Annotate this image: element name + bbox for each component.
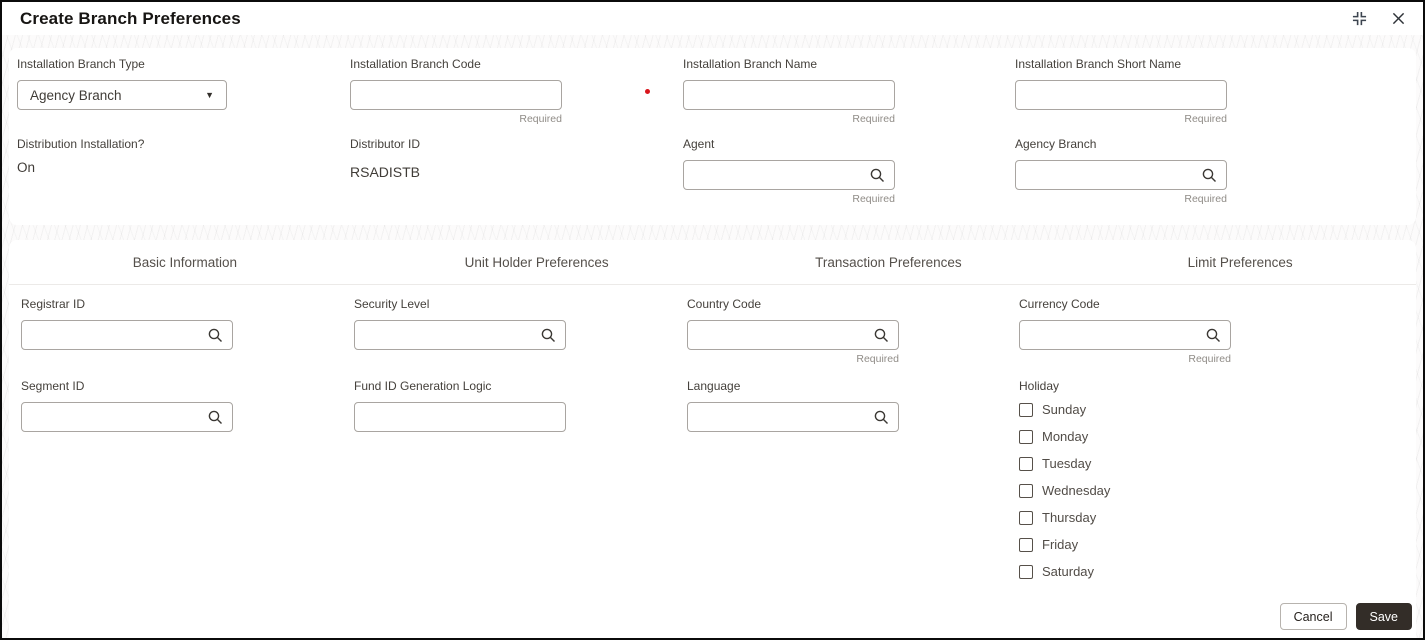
tab-limit-preferences[interactable]: Limit Preferences <box>1187 254 1293 270</box>
field-label: Distributor ID <box>350 137 421 151</box>
country-code-lookup-field <box>687 320 899 350</box>
checkbox-label: Tuesday <box>1042 456 1092 471</box>
currency-code-lookup-field <box>1019 320 1231 350</box>
field-installation-branch-name <box>683 57 1015 125</box>
search-icon[interactable] <box>873 327 890 344</box>
field-distribution-installation <box>17 137 350 205</box>
search-icon[interactable] <box>1205 327 1222 344</box>
required-hint: Required <box>1184 193 1227 205</box>
search-icon[interactable] <box>207 409 224 426</box>
field-agent <box>683 137 1015 205</box>
required-hint: Required <box>852 193 895 205</box>
agent-lookup-field <box>683 160 895 190</box>
field-country-code <box>687 297 1019 365</box>
field-registrar-id <box>21 297 354 365</box>
required-hint: Required <box>519 113 562 125</box>
field-distributor-id <box>350 137 683 205</box>
checkbox-monday[interactable] <box>1019 430 1033 444</box>
checkbox-row-monday[interactable] <box>1019 429 1416 444</box>
field-language <box>687 379 1019 591</box>
tab-basic-information[interactable]: Basic Information <box>132 254 238 270</box>
field-label: Installation Branch Name <box>683 57 818 71</box>
agency-branch-lookup-field <box>1015 160 1227 190</box>
dialog-footer <box>1280 603 1412 630</box>
checkbox-row-sunday[interactable] <box>1019 402 1416 417</box>
page-title: Create Branch Preferences <box>20 8 241 28</box>
required-hint: Required <box>1188 353 1231 365</box>
agent-input[interactable] <box>684 161 869 189</box>
checkbox-label: Friday <box>1042 537 1079 552</box>
field-label: Agent <box>683 137 715 151</box>
close-icon[interactable] <box>1390 10 1407 27</box>
basic-information-panel <box>9 285 1416 591</box>
field-security-level <box>354 297 687 365</box>
checkbox-row-wednesday[interactable] <box>1019 483 1416 498</box>
field-label: Installation Branch Type <box>17 57 145 71</box>
security-level-input[interactable] <box>355 321 540 349</box>
field-label: Installation Branch Code <box>350 57 481 71</box>
agency-branch-input[interactable] <box>1016 161 1201 189</box>
checkbox-sunday[interactable] <box>1019 403 1033 417</box>
divider-strip <box>2 35 1423 48</box>
checkbox-label: Wednesday <box>1042 483 1111 498</box>
tab-transaction-preferences[interactable]: Transaction Preferences <box>815 254 962 270</box>
field-installation-branch-code <box>350 57 683 125</box>
installation-branch-code-input[interactable] <box>350 80 562 110</box>
checkbox-label: Saturday <box>1042 564 1095 579</box>
registrar-id-input[interactable] <box>22 321 207 349</box>
segment-id-input[interactable] <box>22 403 207 431</box>
currency-code-input[interactable] <box>1020 321 1205 349</box>
installation-branch-name-input[interactable] <box>683 80 895 110</box>
field-label: Security Level <box>354 297 430 311</box>
field-label: Installation Branch Short Name <box>1015 57 1182 71</box>
checkbox-row-thursday[interactable] <box>1019 510 1416 525</box>
checkbox-label: Monday <box>1042 429 1089 444</box>
checkbox-row-friday[interactable] <box>1019 537 1416 552</box>
checkbox-tuesday[interactable] <box>1019 457 1033 471</box>
search-icon[interactable] <box>540 327 557 344</box>
checkbox-label: Sunday <box>1042 402 1087 417</box>
required-marker-dot <box>645 89 650 94</box>
field-fund-id-generation-logic <box>354 379 687 591</box>
required-hint: Required <box>1184 113 1227 125</box>
field-label: Agency Branch <box>1015 137 1097 151</box>
installation-branch-type-select[interactable] <box>17 80 227 110</box>
field-currency-code <box>1019 297 1416 365</box>
select-value: Agency Branch <box>30 87 122 103</box>
segment-id-lookup-field <box>21 402 233 432</box>
checkbox-wednesday[interactable] <box>1019 484 1033 498</box>
cancel-button[interactable]: Cancel <box>1280 603 1347 630</box>
search-icon[interactable] <box>869 167 886 184</box>
security-level-lookup-field <box>354 320 566 350</box>
field-label: Registrar ID <box>21 297 86 311</box>
tab-unit-holder-preferences[interactable]: Unit Holder Preferences <box>464 254 609 270</box>
window-controls <box>1351 10 1407 27</box>
holiday-checkbox-group <box>1019 402 1416 579</box>
search-icon[interactable] <box>207 327 224 344</box>
save-button[interactable]: Save <box>1356 603 1413 630</box>
field-label: Distribution Installation? <box>17 137 145 151</box>
checkbox-saturday[interactable] <box>1019 565 1033 579</box>
field-label: Segment ID <box>21 379 85 393</box>
installation-branch-short-name-input[interactable] <box>1015 80 1227 110</box>
tab-bar <box>9 240 1416 285</box>
field-label: Fund ID Generation Logic <box>354 379 492 393</box>
required-hint: Required <box>856 353 899 365</box>
checkbox-friday[interactable] <box>1019 538 1033 552</box>
preferences-section <box>9 240 1416 638</box>
field-label: Language <box>687 379 741 393</box>
chevron-down-icon: ▼ <box>205 90 214 100</box>
field-segment-id <box>21 379 354 591</box>
field-installation-branch-short-name <box>1015 57 1416 125</box>
divider-strip <box>2 225 1423 240</box>
language-input[interactable] <box>688 403 873 431</box>
search-icon[interactable] <box>1201 167 1218 184</box>
fund-id-generation-logic-input[interactable] <box>354 402 566 432</box>
checkbox-row-tuesday[interactable] <box>1019 456 1416 471</box>
distributor-id-value: RSADISTB <box>350 164 421 180</box>
registrar-id-lookup-field <box>21 320 233 350</box>
field-agency-branch <box>1015 137 1416 205</box>
checkbox-thursday[interactable] <box>1019 511 1033 525</box>
distribution-installation-value: On <box>17 160 36 175</box>
collapse-icon[interactable] <box>1351 10 1368 27</box>
language-lookup-field <box>687 402 899 432</box>
dialog-header <box>2 2 1423 35</box>
field-holiday <box>1019 379 1416 591</box>
required-hint: Required <box>852 113 895 125</box>
checkbox-row-saturday[interactable] <box>1019 564 1416 579</box>
field-installation-branch-type <box>17 57 350 125</box>
checkbox-label: Thursday <box>1042 510 1097 525</box>
field-label: Holiday <box>1019 379 1060 393</box>
field-label: Currency Code <box>1019 297 1100 311</box>
search-icon[interactable] <box>873 409 890 426</box>
installation-section <box>9 48 1416 225</box>
field-label: Country Code <box>687 297 762 311</box>
country-code-input[interactable] <box>688 321 873 349</box>
